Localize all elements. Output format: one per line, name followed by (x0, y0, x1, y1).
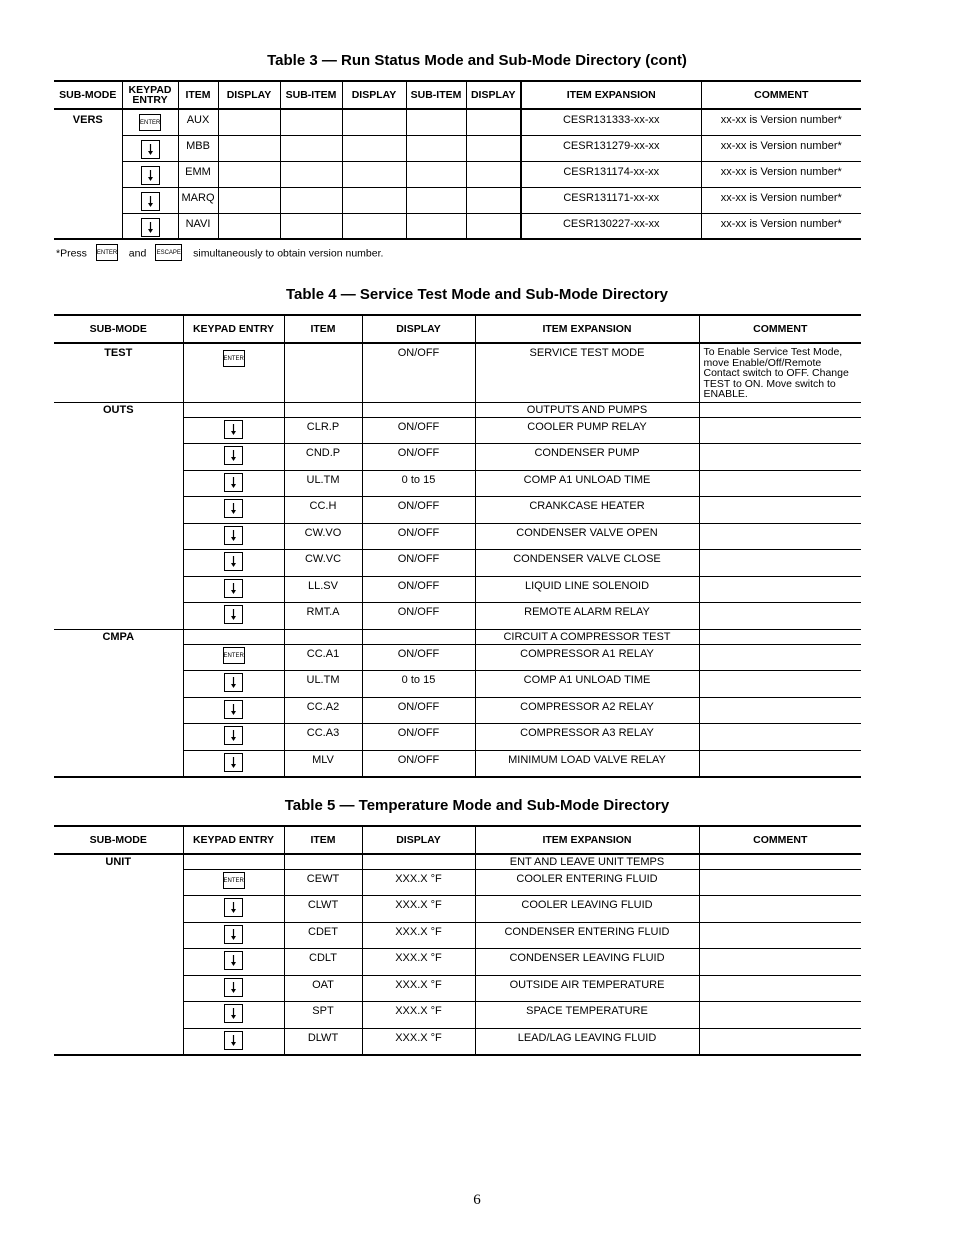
comment-cell: xx-xx is Version number* (701, 135, 861, 161)
enter-key-icon: ENTER (223, 872, 245, 889)
keypad-entry-cell (183, 697, 284, 724)
keypad-entry-cell (183, 922, 284, 949)
empty-cell (466, 109, 521, 135)
display-cell: XXX.X °F (362, 896, 475, 923)
item-expansion-cell: COOLER LEAVING FLUID (475, 896, 699, 923)
item-expansion-cell: CRANKCASE HEATER (475, 497, 699, 524)
display-cell (362, 629, 475, 644)
empty-cell (218, 187, 280, 213)
display-cell: ON/OFF (362, 523, 475, 550)
comment-cell: xx-xx is Version number* (701, 187, 861, 213)
item-expansion-cell: OUTSIDE AIR TEMPERATURE (475, 975, 699, 1002)
item-cell: EMM (178, 161, 218, 187)
display-cell: ON/OFF (362, 724, 475, 751)
comment-cell (699, 629, 861, 644)
keypad-entry-cell (183, 444, 284, 471)
display-cell: XXX.X °F (362, 869, 475, 896)
item-expansion-cell: CESR130227-xx-xx (521, 213, 701, 239)
comment-cell: xx-xx is Version number* (701, 161, 861, 187)
table-row (54, 523, 861, 550)
down-arrow-key-icon (224, 499, 243, 518)
item-cell: LL.SV (284, 576, 362, 603)
sub-mode-cell (54, 750, 183, 777)
page-number: 6 (473, 1192, 481, 1208)
group-header-row (54, 629, 861, 644)
table3 (54, 80, 861, 240)
sub-mode-cell (54, 922, 183, 949)
sub-mode-cell (54, 470, 183, 497)
item-expansion-cell: ENT AND LEAVE UNIT TEMPS (475, 854, 699, 869)
table-row (54, 869, 861, 896)
display-cell: ON/OFF (362, 750, 475, 777)
item-expansion-cell: CONDENSER VALVE CLOSE (475, 550, 699, 577)
item-expansion-cell: OUTPUTS AND PUMPS (475, 402, 699, 417)
comment-cell (699, 896, 861, 923)
comment-cell: To Enable Service Test Mode, move Enable/Off/Remote Contact switch to OFF. Change TEST to ON. Move switch to ENABLE. (699, 343, 861, 402)
down-arrow-key-icon (141, 140, 160, 159)
sub-mode-cell (54, 724, 183, 751)
item-expansion-cell: LIQUID LINE SOLENOID (475, 576, 699, 603)
header-item: ITEM (178, 81, 218, 109)
empty-cell (280, 109, 342, 135)
empty-cell (280, 161, 342, 187)
down-arrow-key-icon (141, 192, 160, 211)
table3-header-row (54, 81, 861, 109)
down-arrow-key-icon (224, 925, 243, 944)
display-cell: ON/OFF (362, 697, 475, 724)
keypad-entry-cell (183, 576, 284, 603)
keypad-entry-cell (183, 854, 284, 869)
display-cell: ON/OFF (362, 576, 475, 603)
sub-mode-cell (54, 896, 183, 923)
enter-key-icon: ENTER (96, 244, 118, 261)
down-arrow-key-icon (224, 1004, 243, 1023)
header-display: DISPLAY (466, 81, 521, 109)
keypad-entry-cell (183, 975, 284, 1002)
keypad-entry-cell (183, 750, 284, 777)
down-arrow-key-icon (224, 726, 243, 745)
item-cell: MARQ (178, 187, 218, 213)
display-cell: ON/OFF (362, 343, 475, 402)
item-cell: CW.VO (284, 523, 362, 550)
sub-mode-cell (54, 697, 183, 724)
down-arrow-key-icon (224, 579, 243, 598)
comment-cell (699, 975, 861, 1002)
group-header-row (54, 402, 861, 417)
header-keypad-entry: KEYPAD ENTRY (183, 826, 284, 854)
table-row (54, 1028, 861, 1055)
display-cell: ON/OFF (362, 550, 475, 577)
sub-mode-cell (54, 869, 183, 896)
display-cell (362, 402, 475, 417)
item-cell (284, 629, 362, 644)
item-cell: CLWT (284, 896, 362, 923)
item-cell: MLV (284, 750, 362, 777)
sub-mode-cell: CMPA (54, 629, 183, 644)
table5 (54, 825, 861, 1056)
note-prefix: *Press (56, 247, 87, 260)
keypad-entry-cell (183, 629, 284, 644)
header-keypad-entry: KEYPAD ENTRY (183, 315, 284, 343)
version-note (56, 245, 383, 262)
comment-cell (699, 417, 861, 444)
display-cell: XXX.X °F (362, 949, 475, 976)
enter-key-icon: ENTER (139, 114, 161, 131)
item-expansion-cell: COMPRESSOR A3 RELAY (475, 724, 699, 751)
item-cell: SPT (284, 1002, 362, 1029)
header-comment: COMMENT (701, 81, 861, 109)
item-expansion-cell: REMOTE ALARM RELAY (475, 603, 699, 630)
sub-mode-cell: UNIT (105, 856, 132, 868)
keypad-entry-cell (122, 109, 178, 135)
table-row (54, 697, 861, 724)
item-expansion-cell: COOLER ENTERING FLUID (475, 869, 699, 896)
display-cell: ON/OFF (362, 417, 475, 444)
item-expansion-cell: COMP A1 UNLOAD TIME (475, 470, 699, 497)
empty-cell (218, 213, 280, 239)
display-cell: 0 to 15 (362, 470, 475, 497)
sub-mode-cell: VERS (72, 114, 103, 126)
sub-mode-cell (54, 417, 183, 444)
item-expansion-cell: CESR131171-xx-xx (521, 187, 701, 213)
comment-cell (699, 470, 861, 497)
item-expansion-cell: CESR131174-xx-xx (521, 161, 701, 187)
comment-cell (699, 697, 861, 724)
table-row (54, 213, 861, 239)
down-arrow-key-icon (141, 166, 160, 185)
empty-cell (342, 135, 406, 161)
item-cell: UL.TM (284, 671, 362, 698)
header-item-expansion: ITEM EXPANSION (475, 315, 699, 343)
keypad-entry-cell (183, 724, 284, 751)
display-cell: XXX.X °F (362, 922, 475, 949)
header-sub-mode: SUB-MODE (54, 826, 183, 854)
item-cell: CC.A1 (284, 644, 362, 671)
comment-cell (699, 523, 861, 550)
header-display: DISPLAY (362, 826, 475, 854)
comment-cell (699, 576, 861, 603)
table-row (54, 724, 861, 751)
keypad-entry-cell (122, 187, 178, 213)
keypad-entry-cell (122, 135, 178, 161)
item-cell: CND.P (284, 444, 362, 471)
table-row (54, 343, 861, 402)
down-arrow-key-icon (141, 218, 160, 237)
display-cell: ON/OFF (362, 603, 475, 630)
keypad-entry-cell (183, 896, 284, 923)
header-item: ITEM (284, 315, 362, 343)
header-item: ITEM (284, 826, 362, 854)
keypad-entry-cell (183, 550, 284, 577)
comment-cell (699, 869, 861, 896)
table-row (54, 1002, 861, 1029)
display-cell: 0 to 15 (362, 671, 475, 698)
table-row (54, 470, 861, 497)
down-arrow-key-icon (224, 978, 243, 997)
table5-title: Table 5 — Temperature Mode and Sub-Mode Directory (284, 797, 670, 814)
item-cell (284, 854, 362, 869)
empty-cell (466, 135, 521, 161)
header-comment: COMMENT (699, 315, 861, 343)
table-row (54, 644, 861, 671)
comment-cell (699, 603, 861, 630)
down-arrow-key-icon (224, 673, 243, 692)
display-cell (362, 854, 475, 869)
sub-mode-cell (54, 1028, 183, 1055)
sub-mode-cell (54, 444, 183, 471)
header-sub-mode: SUB-MODE (54, 315, 183, 343)
down-arrow-key-icon (224, 552, 243, 571)
item-expansion-cell: CESR131333-xx-xx (521, 109, 701, 135)
empty-cell (218, 109, 280, 135)
item-cell: CEWT (284, 869, 362, 896)
header-sub-mode: SUB-MODE (54, 81, 122, 109)
table3-title: Table 3 — Run Status Mode and Sub-Mode Directory (cont) (267, 52, 687, 69)
table-row (54, 922, 861, 949)
display-cell: XXX.X °F (362, 975, 475, 1002)
item-cell: CC.A2 (284, 697, 362, 724)
sub-mode-cell: TEST (104, 347, 133, 359)
comment-cell (699, 750, 861, 777)
table4 (54, 314, 861, 778)
keypad-entry-cell (183, 949, 284, 976)
item-cell: MBB (178, 135, 218, 161)
note-suffix: simultaneously to obtain version number. (193, 247, 384, 260)
table4-title: Table 4 — Service Test Mode and Sub-Mode Directory (285, 286, 669, 303)
item-cell: OAT (284, 975, 362, 1002)
comment-cell: xx-xx is Version number* (701, 109, 861, 135)
sub-mode-cell: OUTS (54, 402, 183, 417)
comment-cell (699, 402, 861, 417)
empty-cell (466, 187, 521, 213)
down-arrow-key-icon (224, 753, 243, 772)
down-arrow-key-icon (224, 420, 243, 439)
note-and: and (128, 247, 147, 260)
empty-cell (218, 135, 280, 161)
sub-mode-cell (54, 1002, 183, 1029)
table-row (54, 750, 861, 777)
keypad-entry-cell (122, 161, 178, 187)
header-display: DISPLAY (342, 81, 406, 109)
item-expansion-cell: CONDENSER LEAVING FLUID (475, 949, 699, 976)
item-expansion-cell: SERVICE TEST MODE (475, 343, 699, 402)
comment-cell (699, 1002, 861, 1029)
comment-cell (699, 497, 861, 524)
item-cell: CDET (284, 922, 362, 949)
keypad-entry-cell (183, 497, 284, 524)
keypad-entry-cell (183, 343, 284, 402)
item-cell: CW.VC (284, 550, 362, 577)
keypad-entry-cell (122, 213, 178, 239)
sub-mode-cell (54, 603, 183, 630)
comment-cell (699, 854, 861, 869)
table-row (54, 444, 861, 471)
keypad-entry-cell (183, 523, 284, 550)
item-expansion-cell: CONDENSER VALVE OPEN (475, 523, 699, 550)
item-cell: AUX (178, 109, 218, 135)
comment-cell (699, 922, 861, 949)
down-arrow-key-icon (224, 898, 243, 917)
item-cell (284, 343, 362, 402)
header-keypad-entry: KEYPAD ENTRY (122, 81, 178, 109)
empty-cell (342, 213, 406, 239)
sub-mode-cell (54, 550, 183, 577)
table-row (54, 896, 861, 923)
item-cell: RMT.A (284, 603, 362, 630)
comment-cell (699, 1028, 861, 1055)
keypad-entry-cell (183, 644, 284, 671)
item-expansion-cell: COMPRESSOR A2 RELAY (475, 697, 699, 724)
header-item-expansion: ITEM EXPANSION (521, 81, 701, 109)
table-row (54, 603, 861, 630)
item-expansion-cell: SPACE TEMPERATURE (475, 1002, 699, 1029)
table-row (54, 975, 861, 1002)
down-arrow-key-icon (224, 473, 243, 492)
keypad-entry-cell (183, 402, 284, 417)
keypad-entry-cell (183, 1028, 284, 1055)
table-row (54, 161, 861, 187)
keypad-entry-cell (183, 417, 284, 444)
table-row (54, 576, 861, 603)
sub-mode-cell (54, 644, 183, 671)
comment-cell (699, 644, 861, 671)
header-sub-item: SUB-ITEM (406, 81, 466, 109)
down-arrow-key-icon (224, 605, 243, 624)
table4-header-row (54, 315, 861, 343)
comment-cell (699, 444, 861, 471)
sub-mode-cell (54, 975, 183, 1002)
header-sub-item: SUB-ITEM (280, 81, 342, 109)
empty-cell (406, 109, 466, 135)
sub-mode-cell (54, 671, 183, 698)
comment-cell (699, 949, 861, 976)
item-cell: CC.A3 (284, 724, 362, 751)
header-comment: COMMENT (699, 826, 861, 854)
empty-cell (342, 187, 406, 213)
empty-cell (466, 213, 521, 239)
header-display: DISPLAY (218, 81, 280, 109)
table-row (54, 109, 861, 135)
keypad-entry-cell (183, 869, 284, 896)
enter-key-icon: ENTER (223, 647, 245, 664)
group-header-row (54, 854, 861, 869)
sub-mode-cell (54, 949, 183, 976)
item-expansion-cell: COOLER PUMP RELAY (475, 417, 699, 444)
escape-key-icon: ESCAPE (155, 244, 182, 261)
down-arrow-key-icon (224, 700, 243, 719)
item-cell (284, 402, 362, 417)
table-row (54, 671, 861, 698)
item-cell: UL.TM (284, 470, 362, 497)
item-cell: CDLT (284, 949, 362, 976)
comment-cell: xx-xx is Version number* (701, 213, 861, 239)
empty-cell (280, 213, 342, 239)
down-arrow-key-icon (224, 951, 243, 970)
down-arrow-key-icon (224, 446, 243, 465)
keypad-entry-cell (183, 671, 284, 698)
item-cell: CC.H (284, 497, 362, 524)
comment-cell (699, 550, 861, 577)
keypad-entry-cell (183, 1002, 284, 1029)
table5-header-row (54, 826, 861, 854)
table-row (54, 949, 861, 976)
keypad-entry-cell (183, 470, 284, 497)
empty-cell (280, 135, 342, 161)
empty-cell (406, 213, 466, 239)
empty-cell (218, 161, 280, 187)
item-cell: CLR.P (284, 417, 362, 444)
sub-mode-cell (54, 497, 183, 524)
display-cell: XXX.X °F (362, 1028, 475, 1055)
empty-cell (406, 187, 466, 213)
display-cell: ON/OFF (362, 497, 475, 524)
empty-cell (406, 135, 466, 161)
item-cell: DLWT (284, 1028, 362, 1055)
table-row (54, 135, 861, 161)
display-cell: XXX.X °F (362, 1002, 475, 1029)
item-expansion-cell: CONDENSER PUMP (475, 444, 699, 471)
item-expansion-cell: COMPRESSOR A1 RELAY (475, 644, 699, 671)
empty-cell (342, 109, 406, 135)
item-expansion-cell: CIRCUIT A COMPRESSOR TEST (475, 629, 699, 644)
empty-cell (466, 161, 521, 187)
item-expansion-cell: CONDENSER ENTERING FLUID (475, 922, 699, 949)
table-row (54, 187, 861, 213)
down-arrow-key-icon (224, 526, 243, 545)
enter-key-icon: ENTER (223, 350, 245, 367)
table-row (54, 417, 861, 444)
item-cell: NAVI (178, 213, 218, 239)
item-expansion-cell: LEAD/LAG LEAVING FLUID (475, 1028, 699, 1055)
header-item-expansion: ITEM EXPANSION (475, 826, 699, 854)
down-arrow-key-icon (224, 1031, 243, 1050)
display-cell: ON/OFF (362, 644, 475, 671)
table-row (54, 497, 861, 524)
sub-mode-cell (54, 576, 183, 603)
comment-cell (699, 724, 861, 751)
display-cell: ON/OFF (362, 444, 475, 471)
comment-cell (699, 671, 861, 698)
sub-mode-cell (54, 523, 183, 550)
empty-cell (342, 161, 406, 187)
keypad-entry-cell (183, 603, 284, 630)
item-expansion-cell: COMP A1 UNLOAD TIME (475, 671, 699, 698)
header-display: DISPLAY (362, 315, 475, 343)
item-expansion-cell: CESR131279-xx-xx (521, 135, 701, 161)
item-expansion-cell: MINIMUM LOAD VALVE RELAY (475, 750, 699, 777)
empty-cell (280, 187, 342, 213)
table-row (54, 550, 861, 577)
empty-cell (406, 161, 466, 187)
